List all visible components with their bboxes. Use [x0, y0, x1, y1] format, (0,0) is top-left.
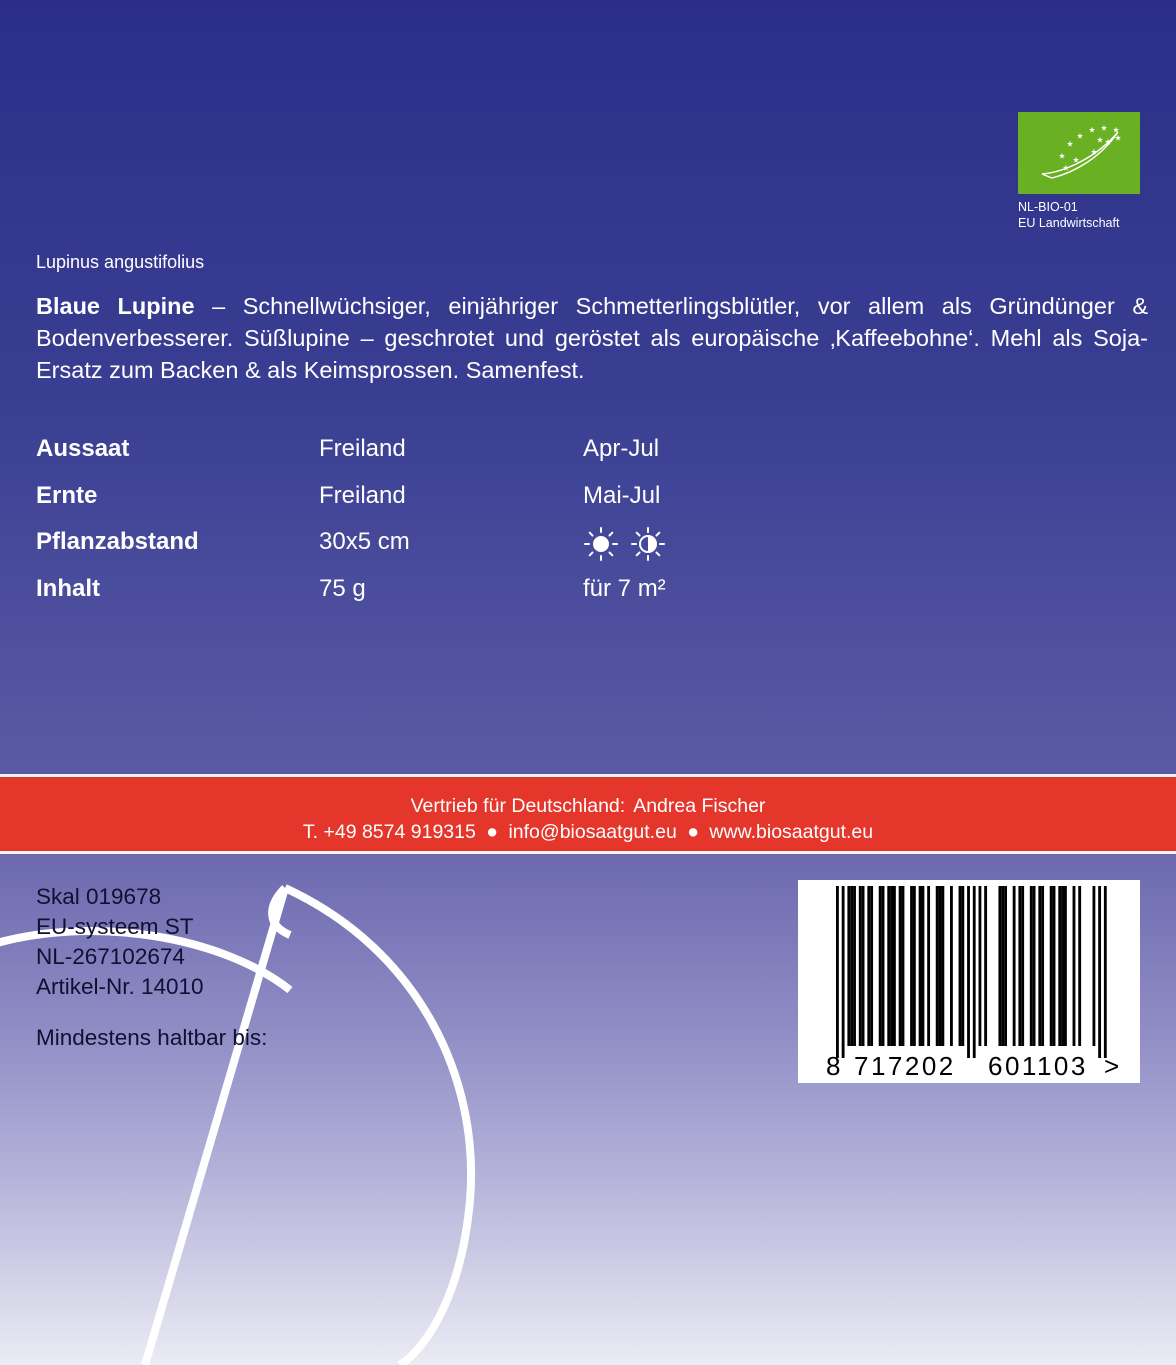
light-requirement-icons — [582, 524, 672, 564]
half-shade-icon — [632, 528, 664, 560]
detail-row-ernte — [36, 482, 936, 512]
separator-dot: ● — [486, 821, 499, 843]
distributor-name: Andrea Fischer — [633, 795, 766, 817]
certification-codes — [36, 882, 204, 1002]
detail-extra: für 7 m² — [583, 575, 666, 602]
eu-control-code: NL-BIO-01 — [1018, 200, 1078, 214]
eu-organic-logo — [1018, 112, 1140, 194]
barcode-first-digit: 8 — [826, 1051, 841, 1081]
eu-origin: EU Landwirtschaft — [1018, 216, 1120, 230]
email-link[interactable]: info@biosaatgut.eu — [508, 821, 677, 843]
star-icon — [1067, 141, 1073, 147]
latin-name: Lupinus angustifolius — [36, 252, 205, 272]
detail-row-inhalt — [36, 575, 936, 605]
star-icon — [1113, 127, 1119, 133]
website-link[interactable]: www.biosaatgut.eu — [709, 821, 874, 843]
barcode-left-digits: 717202 — [854, 1051, 956, 1081]
star-icon — [1089, 127, 1095, 133]
detail-label: Pflanzabstand — [36, 528, 199, 555]
product-name: Blaue Lupine — [36, 293, 195, 319]
full-sun-icon — [585, 528, 617, 560]
distribution-band — [0, 774, 1176, 854]
eu-system: EU-systeem ST — [36, 914, 194, 939]
barcode-marker: > — [1104, 1051, 1120, 1081]
star-icon — [1097, 137, 1103, 143]
detail-value: 30x5 cm — [319, 528, 410, 555]
detail-label: Ernte — [36, 482, 98, 509]
detail-row-aussaat — [36, 435, 936, 465]
article-number: Artikel-Nr. 14010 — [36, 974, 204, 999]
detail-row-pflanzabstand — [36, 528, 936, 558]
detail-extra: Mai-Jul — [583, 482, 661, 509]
phone-number: T. +49 8574 919315 — [302, 821, 476, 843]
detail-value: Freiland — [319, 435, 406, 462]
distribution-label: Vertrieb für Deutschland: — [410, 795, 626, 817]
barcode — [798, 880, 1140, 1083]
contact-line — [0, 821, 1176, 844]
detail-value: 75 g — [319, 575, 366, 602]
best-before-label: Mindestens haltbar bis: — [36, 1025, 268, 1050]
separator-dot: ● — [687, 821, 699, 843]
star-icon — [1073, 157, 1079, 163]
description-text: – Schnellwüchsiger, einjähriger Schmetterlingsblütler, vor allem als Gründünger & Bodenverbesserer. Süßlupine – geschrotet und geröstet als europäische ‚Kaffeebohne‘. Mehl als Soja-Ersatz zum Backen & als Keimsprossen. Samenfest. — [36, 293, 1148, 383]
star-icon — [1077, 133, 1083, 139]
detail-label: Aussaat — [36, 435, 130, 462]
product-description — [36, 290, 1148, 386]
distribution-line — [0, 795, 1176, 818]
star-icon — [1101, 125, 1107, 131]
eu-logo-codes — [1018, 199, 1119, 231]
detail-value: Freiland — [319, 482, 406, 509]
star-icon — [1059, 153, 1065, 159]
skal-code: Skal 019678 — [36, 884, 162, 909]
barcode-right-digits: 601103 — [988, 1051, 1088, 1081]
eu-leaf-stars-icon — [1018, 112, 1140, 194]
detail-extra: Apr-Jul — [583, 435, 660, 462]
detail-label: Inhalt — [36, 575, 100, 602]
nl-number: NL-267102674 — [36, 944, 185, 969]
